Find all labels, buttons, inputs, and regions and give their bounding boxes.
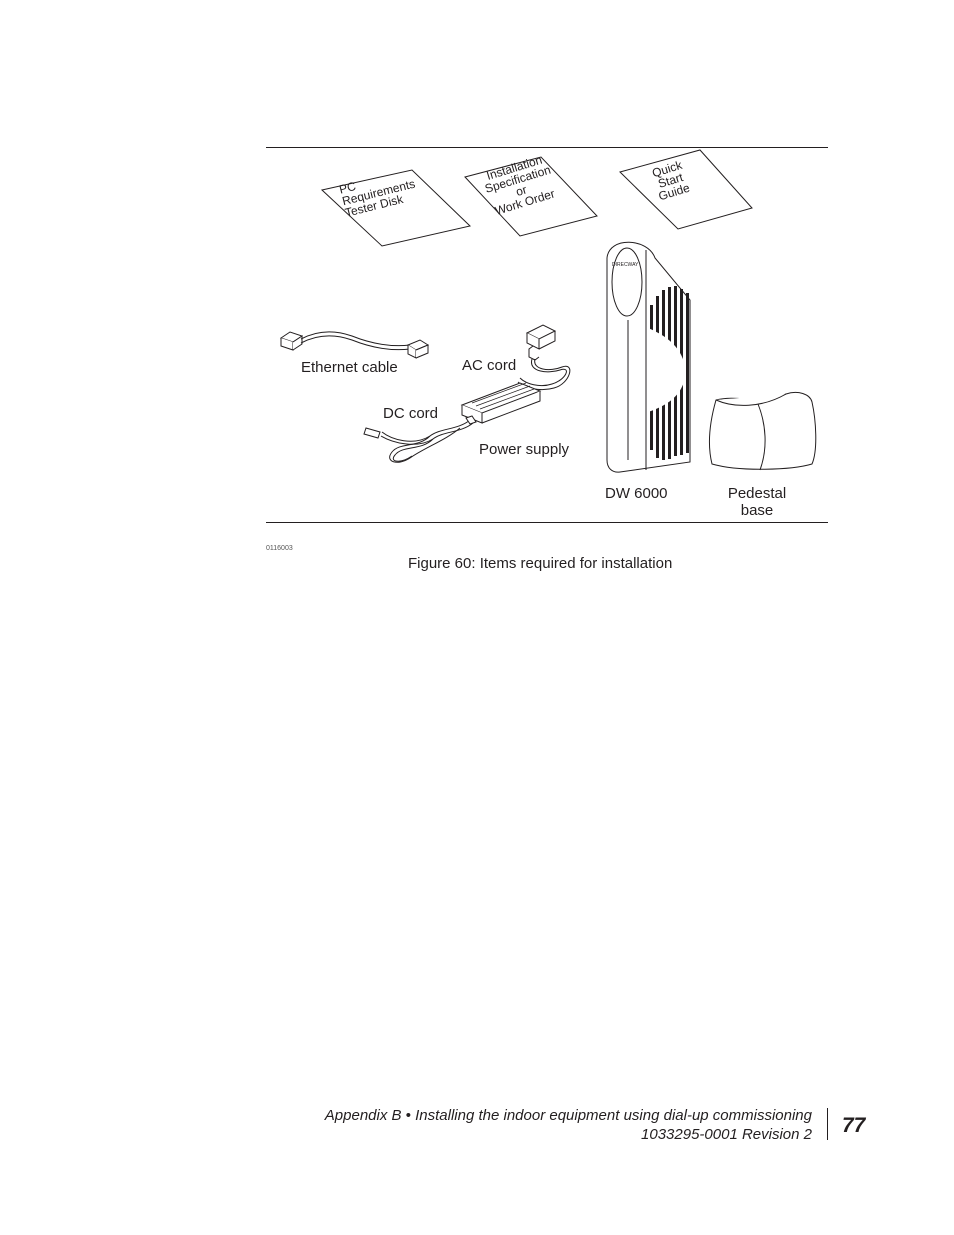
footer-document-number: 1033295-0001 Revision 2 (641, 1126, 812, 1143)
dw6000-unit (607, 242, 690, 472)
ethernet-cable-label: Ethernet cable (301, 359, 398, 376)
dw6000-label: DW 6000 (605, 485, 668, 502)
svg-text:DIRECWAY: DIRECWAY (612, 262, 639, 268)
figure-id: 0116003 (266, 545, 293, 552)
dc-cord (364, 416, 476, 462)
figure-caption: Figure 60: Items required for installation (408, 555, 673, 572)
power-supply (462, 383, 540, 423)
ac-cord (518, 325, 570, 390)
page-number: 77 (842, 1114, 866, 1137)
quick-start-label: Quick Start Guide (650, 157, 692, 204)
pedestal-base-label: Pedestal base (727, 485, 787, 519)
installation-spec-label: Installation Specification or Work Order (483, 152, 557, 218)
power-supply-label: Power supply (479, 441, 570, 458)
ac-cord-label: AC cord (462, 357, 517, 374)
footer-chapter-title: Appendix B • Installing the indoor equipment using dial-up commissioning (324, 1107, 812, 1124)
pedestal-base (709, 392, 815, 470)
page-footer (325, 1106, 812, 1144)
pc-requirements-label: PC Requirements Tester Disk (337, 176, 417, 220)
dc-cord-label: DC cord (383, 405, 439, 422)
ethernet-cable (281, 332, 428, 358)
footer-divider (827, 1108, 828, 1140)
